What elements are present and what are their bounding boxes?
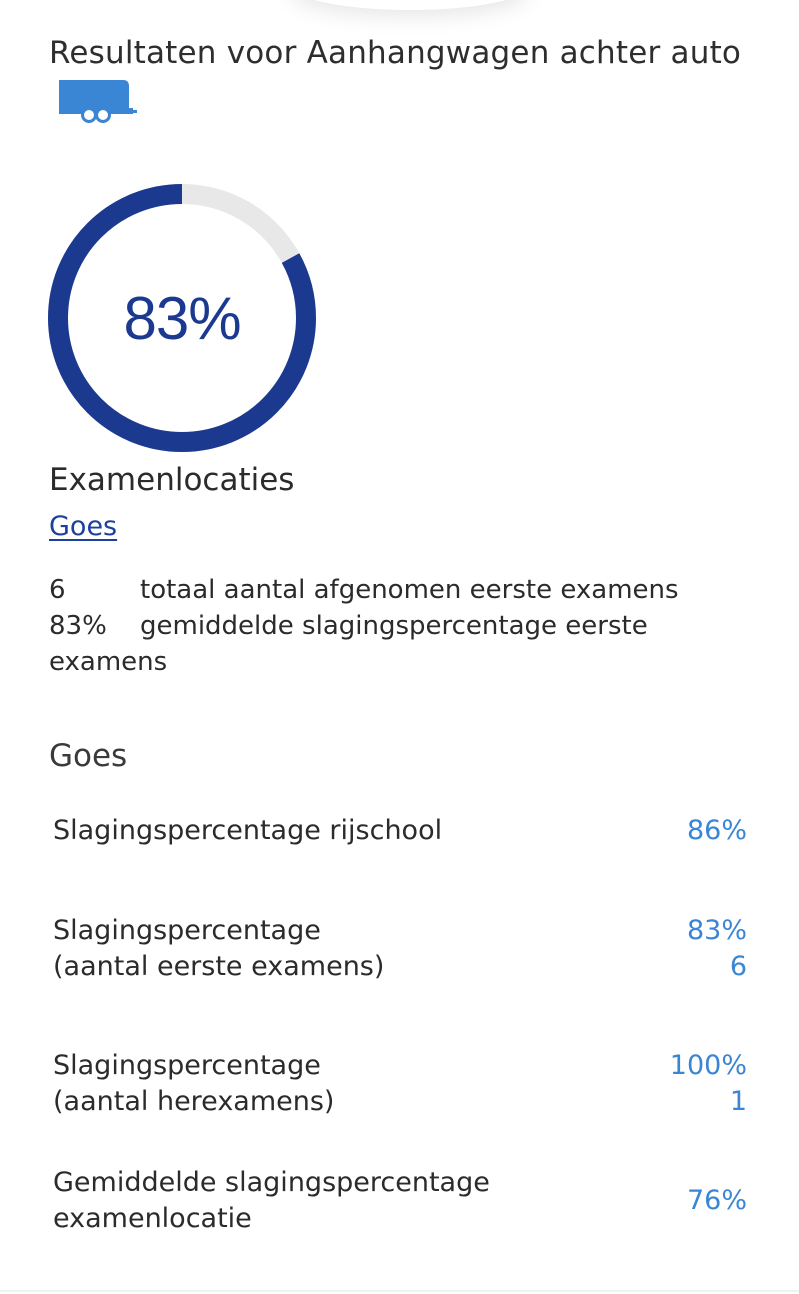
bottom-divider [0, 1290, 799, 1292]
page-title: Resultaten voor Aanhangwagen achter auto [49, 35, 742, 71]
location-detail-heading: Goes [49, 738, 128, 774]
stat-label: gemiddelde slagingspercentage eerste examens [49, 611, 648, 677]
exam-locations-heading: Examenlocaties [49, 462, 295, 498]
result-label: Slagingspercentage rijschool [53, 815, 443, 846]
result-label: Slagingspercentage [53, 915, 321, 946]
location-link-goes[interactable]: Goes [49, 511, 118, 542]
result-value: 86% [686, 815, 747, 846]
result-label-sub: (aantal herexamens) [53, 1086, 335, 1117]
result-count: 1 [729, 1086, 747, 1117]
result-value: 76% [686, 1185, 747, 1216]
pass-rate-value: 83% [123, 284, 241, 352]
stat-value: 83% [49, 611, 107, 641]
top-shadow [290, 0, 530, 10]
stat-row-average-pass-rate [49, 608, 709, 680]
result-label: Slagingspercentage [53, 1050, 321, 1081]
stat-label: totaal aantal afgenomen eerste examens [140, 575, 679, 605]
location-stats [49, 572, 709, 680]
trailer-icon [53, 78, 139, 124]
result-value: 83% [686, 915, 747, 946]
result-value: 100% [669, 1050, 747, 1081]
result-label: Gemiddelde slagingspercentage [53, 1167, 490, 1198]
result-count: 6 [729, 951, 747, 982]
result-label-sub: examenlocatie [53, 1203, 252, 1234]
result-label-sub: (aantal eerste examens) [53, 951, 385, 982]
stat-row-total-exams [49, 572, 709, 608]
stat-value: 6 [49, 575, 66, 605]
